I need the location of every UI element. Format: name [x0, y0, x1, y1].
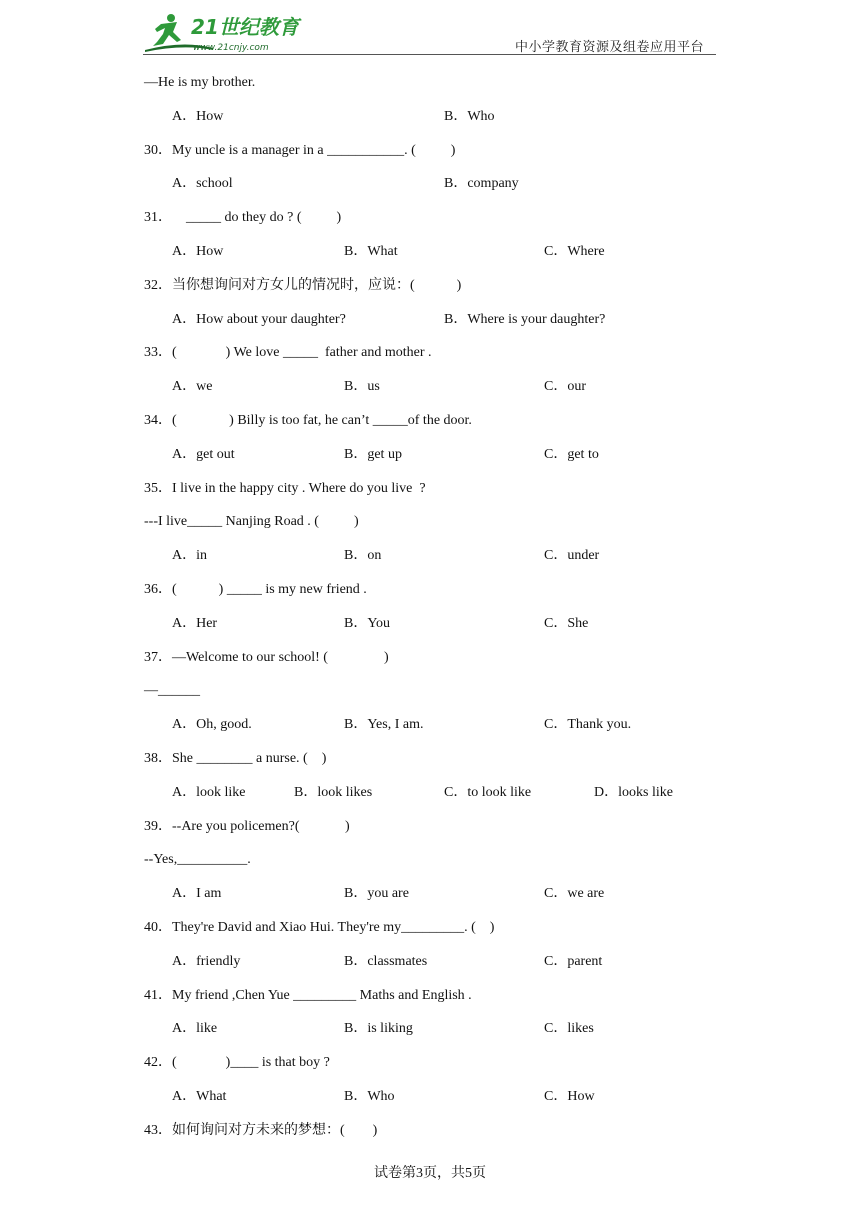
answer-option: C．under [544, 548, 600, 563]
question-subline: —______ [144, 683, 200, 698]
question-stem: 31． _____ do they do ? ( ) [144, 210, 342, 225]
question-stem: 42．( )____ is that boy ? [144, 1055, 330, 1070]
answer-option: B．you are [344, 886, 409, 901]
logo-text: 21世纪教育 [191, 15, 299, 39]
answer-option: A．How [172, 109, 224, 124]
answer-option: A．friendly [172, 954, 241, 969]
answer-option: A．What [172, 1089, 227, 1104]
answer-option: A．like [172, 1021, 218, 1036]
answer-option: A．look like [172, 785, 246, 800]
answer-option: C．get to [544, 447, 599, 462]
answer-option: B．company [444, 176, 519, 191]
answer-option: A．Oh, good. [172, 717, 252, 732]
logo-21cnjy [143, 10, 313, 54]
answer-option: B．Who [444, 109, 495, 124]
answer-option: A．How about your daughter? [172, 312, 346, 327]
header-divider [143, 54, 716, 55]
answer-option: B．look likes [294, 785, 373, 800]
answer-option: B．What [344, 244, 398, 259]
question-subline: --Yes,__________. [144, 852, 251, 867]
answer-option: B．Who [344, 1089, 395, 1104]
answer-option: C．Where [544, 244, 605, 259]
page-footer: 试卷第3页，共5页 [374, 1166, 486, 1181]
answer-option: A．How [172, 244, 224, 259]
answer-option: C．Thank you. [544, 717, 632, 732]
question-stem: 39．--Are you policemen?( ) [144, 819, 350, 834]
answer-option: A．I am [172, 886, 222, 901]
answer-option: B．Yes, I am. [344, 717, 424, 732]
question-stem: 30．My uncle is a manager in a ___________. ( ) [144, 143, 456, 158]
answer-option: C．our [544, 379, 586, 394]
answer-option: B．on [344, 548, 382, 563]
answer-option: B．is liking [344, 1021, 413, 1036]
question-stem: —He is my brother. [144, 75, 256, 90]
question-stem: 33．( ) We love _____ father and mother . [144, 345, 432, 360]
answer-option: B．classmates [344, 954, 428, 969]
question-subline: ---I live_____ Nanjing Road . ( ) [144, 514, 359, 529]
answer-option: C．likes [544, 1021, 594, 1036]
answer-option: D．looks like [594, 785, 673, 800]
question-stem: 38．She ________ a nurse. ( ) [144, 751, 327, 766]
question-stem: 41．My friend ,Chen Yue _________ Maths and English . [144, 988, 472, 1003]
platform-label: 中小学教育资源及组卷应用平台 [514, 40, 704, 55]
answer-option: C．to look like [444, 785, 532, 800]
question-stem: 43．如何询问对方未来的梦想：( ) [144, 1123, 378, 1138]
answer-option: C．How [544, 1089, 595, 1104]
answer-option: A．in [172, 548, 207, 563]
answer-option: C．parent [544, 954, 603, 969]
logo-url: www.21cnjy.com [193, 43, 269, 53]
question-stem: 36．( ) _____ is my new friend . [144, 582, 367, 597]
answer-option: B．us [344, 379, 380, 394]
answer-option: A．Her [172, 616, 218, 631]
question-stem: 32．当你想询问对方女儿的情况时，应说：( ) [144, 278, 462, 293]
page-header [143, 10, 716, 56]
question-stem: 40．They're David and Xiao Hui. They're my_________. ( ) [144, 920, 495, 935]
answer-option: B．You [344, 616, 391, 631]
question-stem: 34．( ) Billy is too fat, he can’t _____of the door. [144, 413, 472, 428]
answer-option: B．Where is your daughter? [444, 312, 606, 327]
answer-option: C．we are [544, 886, 605, 901]
answer-option: C．She [544, 616, 589, 631]
answer-option: B．get up [344, 447, 402, 462]
question-stem: 37．—Welcome to our school! ( ) [144, 650, 389, 665]
answer-option: A．school [172, 176, 233, 191]
answer-option: A．we [172, 379, 213, 394]
answer-option: A．get out [172, 447, 235, 462]
question-stem: 35．I live in the happy city . Where do you live ? [144, 481, 426, 496]
